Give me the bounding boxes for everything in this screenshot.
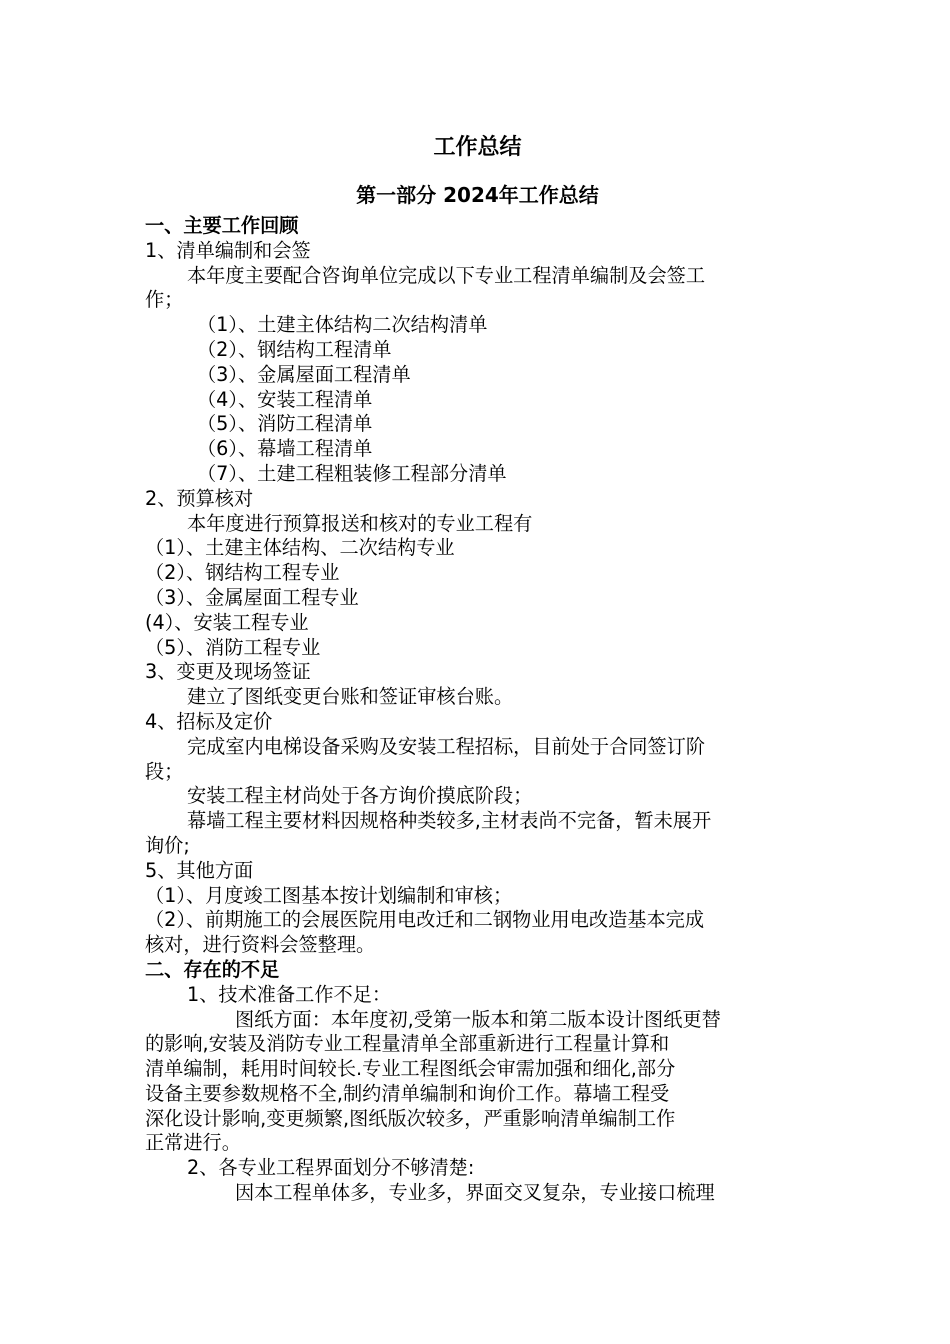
- paragraph-line: 的影响,安装及消防专业工程量清单全部重新进行工程量计算和: [145, 1032, 670, 1056]
- section-heading-main-work: 一、主要工作回顾: [145, 214, 299, 237]
- list-item: （5）、消防工程专业: [145, 635, 321, 659]
- list-item: （2）、钢结构工程专业: [145, 561, 340, 585]
- list-item: （7）、土建工程粗装修工程部分清单: [197, 461, 507, 485]
- document-body: [145, 133, 810, 1206]
- paragraph-line: 深化设计影响,变更频繁,图纸版次较多，严重影响清单编制工作: [145, 1106, 676, 1130]
- paragraph-line: 清单编制，耗用时间较长.专业工程图纸会审需加强和细化,部分: [145, 1057, 676, 1081]
- list-item: （2）、钢结构工程清单: [197, 337, 392, 361]
- paragraph-line: 建立了图纸变更台账和签证审核台账。: [187, 685, 514, 709]
- list-item: （6）、幕墙工程清单: [197, 437, 373, 461]
- paragraph-line: 作；: [145, 288, 184, 312]
- paragraph-line: 图纸方面：本年度初,受第一版本和第二版本设计图纸更替: [235, 1007, 721, 1031]
- subsection-heading-other: 5、其他方面: [145, 858, 254, 882]
- paragraph-line: 正常进行。: [145, 1131, 241, 1155]
- subsection-heading-tendering: 4、招标及定价: [145, 709, 273, 733]
- paragraph-line: 段；: [145, 759, 184, 783]
- list-item: （1）、土建主体结构、二次结构专业: [145, 536, 455, 560]
- paragraph-line: 询价;: [145, 833, 190, 857]
- list-item: （3）、金属屋面工程专业: [145, 585, 359, 609]
- paragraph-line: 设备主要参数规格不全,制约清单编制和询价工作。幕墙工程受: [145, 1081, 670, 1105]
- paragraph-line: 本年度主要配合咨询单位完成以下专业工程清单编制及会签工: [187, 263, 706, 287]
- paragraph-line: 幕墙工程主要材料因规格种类较多,主材表尚不完备，暂未展开: [187, 809, 712, 833]
- list-item: (4）、安装工程专业: [145, 610, 309, 634]
- paragraph-line: 核对，进行资料会签整理。: [145, 933, 376, 957]
- section-heading-shortcomings: 二、存在的不足: [145, 957, 280, 981]
- subsection-heading-interface: 2、各专业工程界面划分不够清楚:: [187, 1156, 475, 1180]
- list-item: （2）、前期施工的会展医院用电改迁和二钢物业用电改造基本完成: [145, 908, 705, 932]
- subsection-heading-changes: 3、变更及现场签证: [145, 660, 311, 684]
- subsection-heading-bill-compilation: 1、清单编制和会签: [145, 238, 311, 262]
- list-item: （1）、月度竣工图基本按计划编制和审核；: [145, 883, 513, 907]
- list-item: （1）、土建主体结构二次结构清单: [197, 313, 488, 337]
- document-title: 工作总结: [433, 135, 522, 160]
- paragraph-line: 本年度进行预算报送和核对的专业工程有: [187, 511, 533, 535]
- document-subtitle: 第一部分 2024年工作总结: [356, 183, 599, 207]
- paragraph-line: 因本工程单体多，专业多，界面交叉复杂，专业接口梳理: [235, 1181, 715, 1205]
- paragraph-line: 安装工程主材尚处于各方询价摸底阶段；: [187, 784, 533, 808]
- subsection-heading-tech-prep: 1、技术准备工作不足：: [187, 982, 392, 1006]
- list-item: （5）、消防工程清单: [197, 412, 373, 436]
- paragraph-line: 完成室内电梯设备采购及安装工程招标，目前处于合同签订阶: [187, 734, 706, 758]
- list-item: （4）、安装工程清单: [197, 387, 373, 411]
- list-item: （3）、金属屋面工程清单: [197, 362, 411, 386]
- subsection-heading-budget-check: 2、预算核对: [145, 486, 254, 510]
